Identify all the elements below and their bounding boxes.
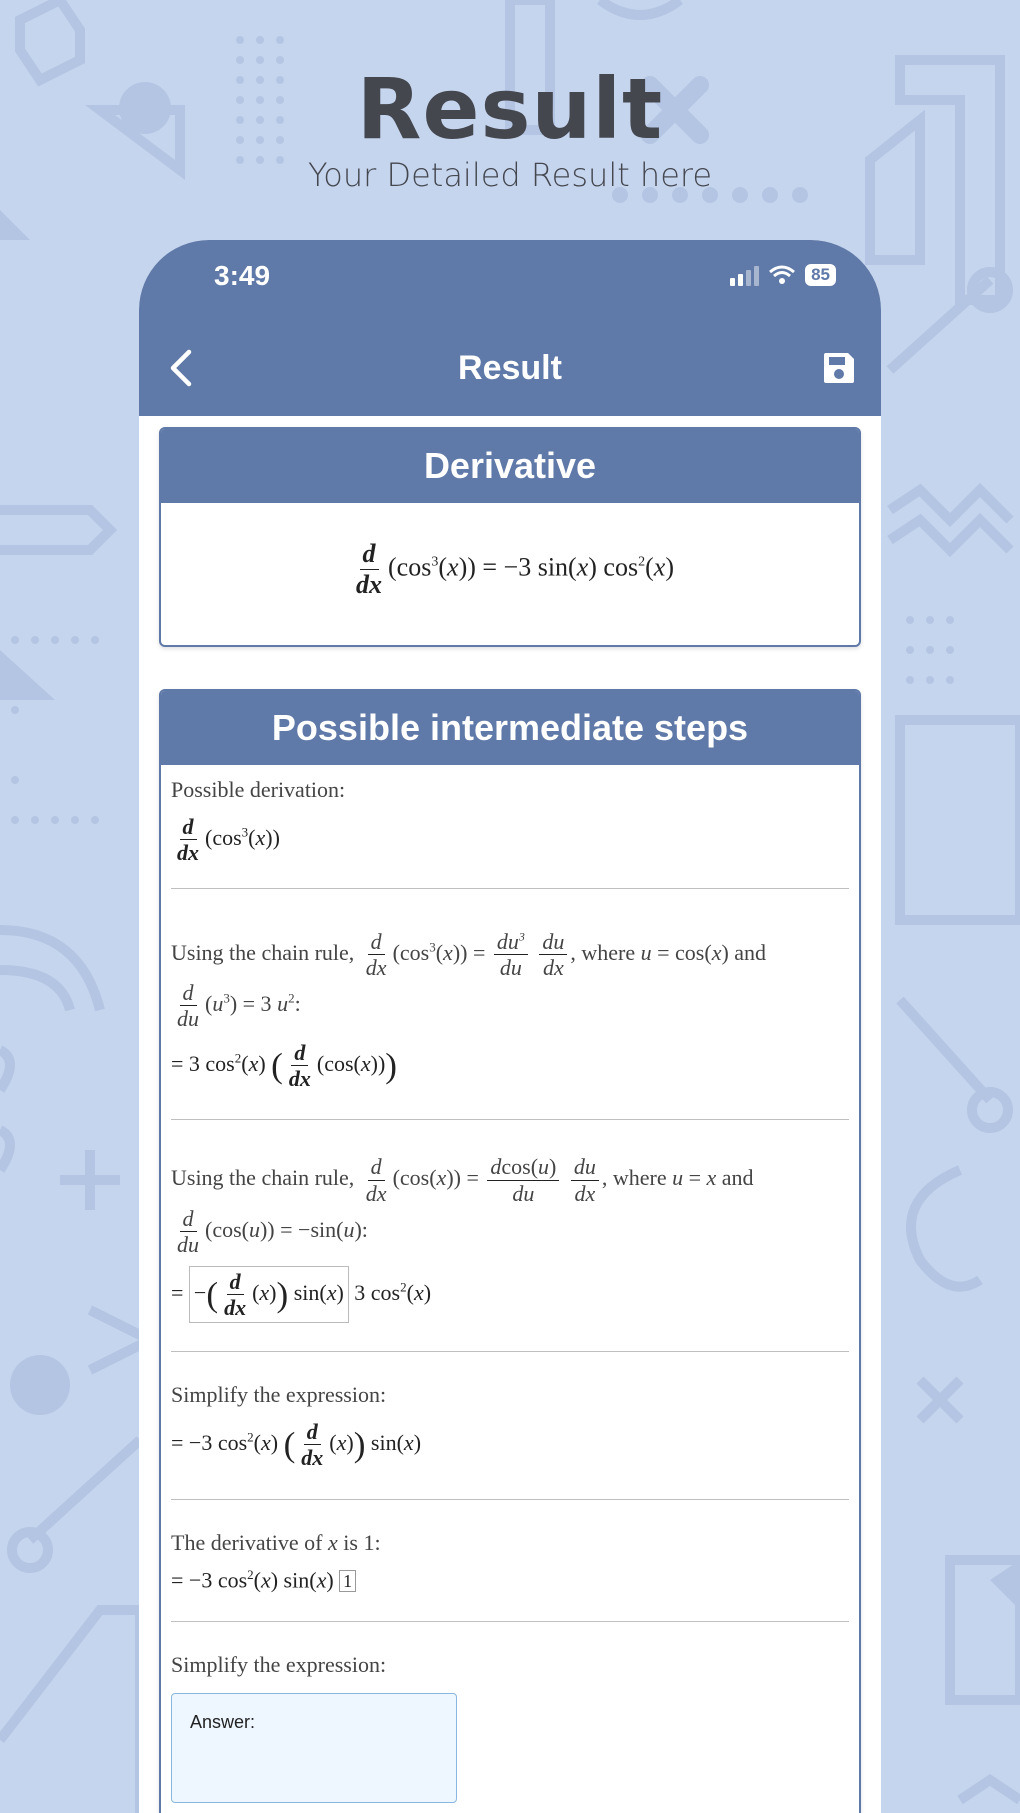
step-item: [171, 1622, 849, 1813]
step-equation: = −3 $\cos^2(x)$ sin(x) 1: [171, 1567, 849, 1593]
status-time: 3:49: [214, 260, 271, 291]
derivative-card: [159, 427, 861, 647]
step-item: [171, 889, 849, 1121]
step-equation: = 3 $\cos^2(x)$ ( $\frac{d}{dx}$ (cos(x))): [171, 1039, 397, 1092]
derivative-card-title: Derivative: [161, 429, 859, 503]
answer-label: Answer:: [190, 1712, 256, 1733]
derivative-equation: $\frac{d}{dx}$ $(\cos^3(x)) = -3$ sin(x) $\cos^2(x)$: [356, 539, 674, 599]
step-text: Using the chain rule, $\frac{d}{dx}$ (cos(x)) = $\frac{dcos(u)}{du}$ $\frac{du}{dx}$ , where u = x and $\frac{d}{du}$ (cos(u)) = −sin(u):: [171, 1154, 754, 1258]
app-header: [139, 240, 881, 416]
step-text: Using the chain rule, $\frac{d}{dx}$ $(\cos^3(x))$ = $\frac{du^3}{du}$ $\frac{du}{dx}$ , where u = cos(x) and $\frac{d}{du}$ $(u^3) = 3$ $u^2$:: [171, 928, 767, 1032]
step-text: Simplify the expression:: [171, 1382, 387, 1408]
promo-title: Result: [356, 60, 664, 158]
save-button[interactable]: [819, 348, 859, 388]
back-button[interactable]: [161, 344, 201, 392]
step-item: [171, 1120, 849, 1352]
answer-box: [171, 1693, 457, 1803]
battery-icon: 85: [805, 264, 836, 286]
step-item: [171, 765, 849, 889]
wifi-icon: [769, 265, 795, 285]
save-disk-icon: [822, 351, 856, 385]
nav-title: Result: [458, 349, 562, 387]
step-equation: = −3 $\cos^2(x)$ ( $\frac{d}{dx}$ (x)) sin(x): [171, 1419, 422, 1471]
phone-frame: [139, 240, 881, 1813]
steps-card: [159, 689, 861, 1813]
back-arrow-icon: [169, 349, 193, 387]
step-item: [171, 1500, 849, 1622]
step-text: The derivative of x is 1:: [171, 1529, 381, 1555]
signal-icon: [730, 264, 759, 286]
step-text: Possible derivation:: [171, 777, 346, 802]
steps-card-title: Possible intermediate steps: [161, 691, 859, 765]
step-item: [171, 1352, 849, 1500]
status-icons: [730, 264, 836, 286]
step-equation: $\frac{d}{dx}$ $(\cos^3(x))$: [177, 814, 280, 866]
promo-subtitle: Your Detailed Result here: [307, 156, 713, 194]
step-text: Simplify the expression:: [171, 1652, 387, 1678]
step-equation: = −( $\frac{d}{dx}$ (x)) sin(x) 3 $\cos^2(x)$: [171, 1266, 849, 1324]
